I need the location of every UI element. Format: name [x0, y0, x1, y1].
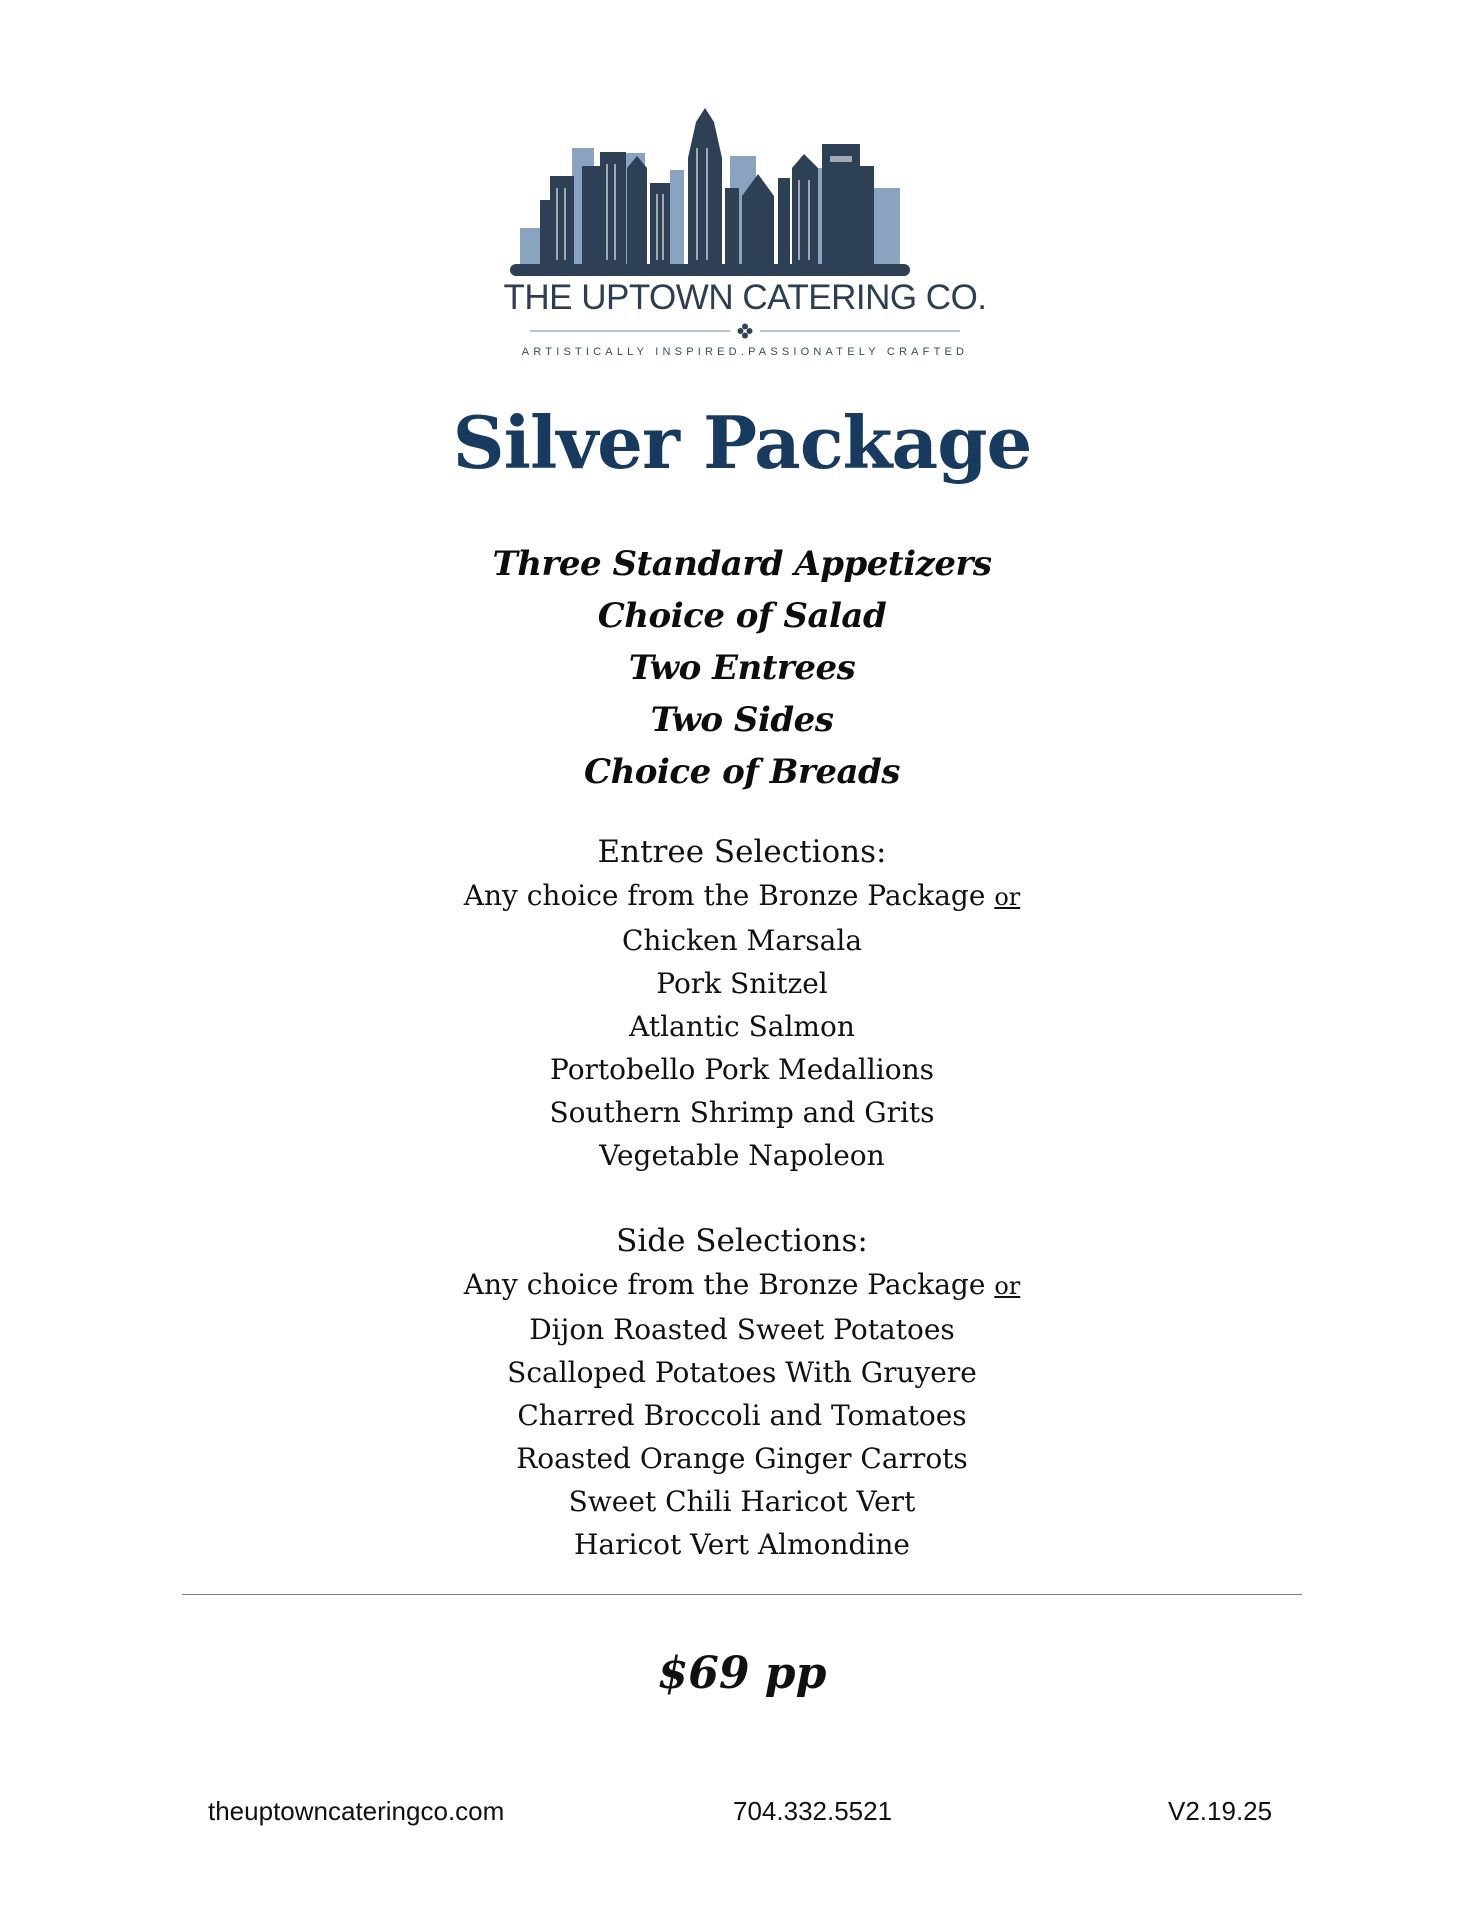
package-includes: [0, 538, 1484, 798]
side-item: Charred Broccoli and Tomatoes: [517, 1399, 967, 1432]
entree-intro-text: Any choice from the Bronze Package: [463, 879, 986, 912]
price-per-person: $69 pp: [657, 1648, 827, 1699]
entree-heading: Entree Selections:: [597, 834, 887, 870]
side-item: Scalloped Potatoes With Gruyere: [507, 1356, 977, 1389]
entree-item: Chicken Marsala: [621, 924, 863, 957]
footer-website[interactable]: theuptowncateringco.com: [208, 1796, 505, 1826]
include-item: Choice of Salad: [597, 596, 887, 636]
entree-item: Pork Snitzel: [656, 967, 828, 1000]
side-item: Dijon Roasted Sweet Potatoes: [529, 1313, 955, 1346]
side-or-link[interactable]: or: [994, 1272, 1021, 1300]
divider-rule: [182, 1594, 1302, 1595]
entree-item: Atlantic Salmon: [629, 1010, 855, 1043]
side-heading: Side Selections:: [616, 1223, 868, 1259]
company-logo: [500, 108, 990, 368]
side-item: Roasted Orange Ginger Carrots: [516, 1442, 968, 1475]
entree-item: Vegetable Napoleon: [599, 1139, 885, 1172]
side-intro-text: Any choice from the Bronze Package: [463, 1268, 986, 1301]
side-item: Haricot Vert Almondine: [574, 1528, 910, 1561]
footer-version: V2.19.25: [1168, 1796, 1273, 1826]
include-item: Choice of Breads: [584, 752, 900, 792]
logo-divider-ornament: [530, 323, 960, 339]
side-intro: [0, 1263, 1484, 1308]
entree-intro: [0, 874, 1484, 919]
side-item: Sweet Chili Haricot Vert: [568, 1485, 916, 1518]
city-skyline-icon: [500, 108, 990, 278]
brand-name: THE UPTOWN CATERING CO.: [503, 278, 987, 317]
entree-selections: [0, 830, 1484, 1177]
entree-or-link[interactable]: or: [994, 883, 1021, 911]
include-item: Three Standard Appetizers: [492, 544, 992, 584]
brand-tagline: ARTISTICALLY INSPIRED.PASSIONATELY CRAFTED: [521, 346, 969, 358]
include-item: Two Entrees: [628, 648, 856, 688]
entree-item: Portobello Pork Medallions: [549, 1053, 934, 1086]
entree-item: Southern Shrimp and Grits: [549, 1096, 935, 1129]
page-title: Silver Package: [452, 400, 1032, 485]
side-selections: [0, 1219, 1484, 1566]
footer-phone[interactable]: 704.332.5521: [733, 1796, 893, 1826]
include-item: Two Sides: [650, 700, 834, 740]
